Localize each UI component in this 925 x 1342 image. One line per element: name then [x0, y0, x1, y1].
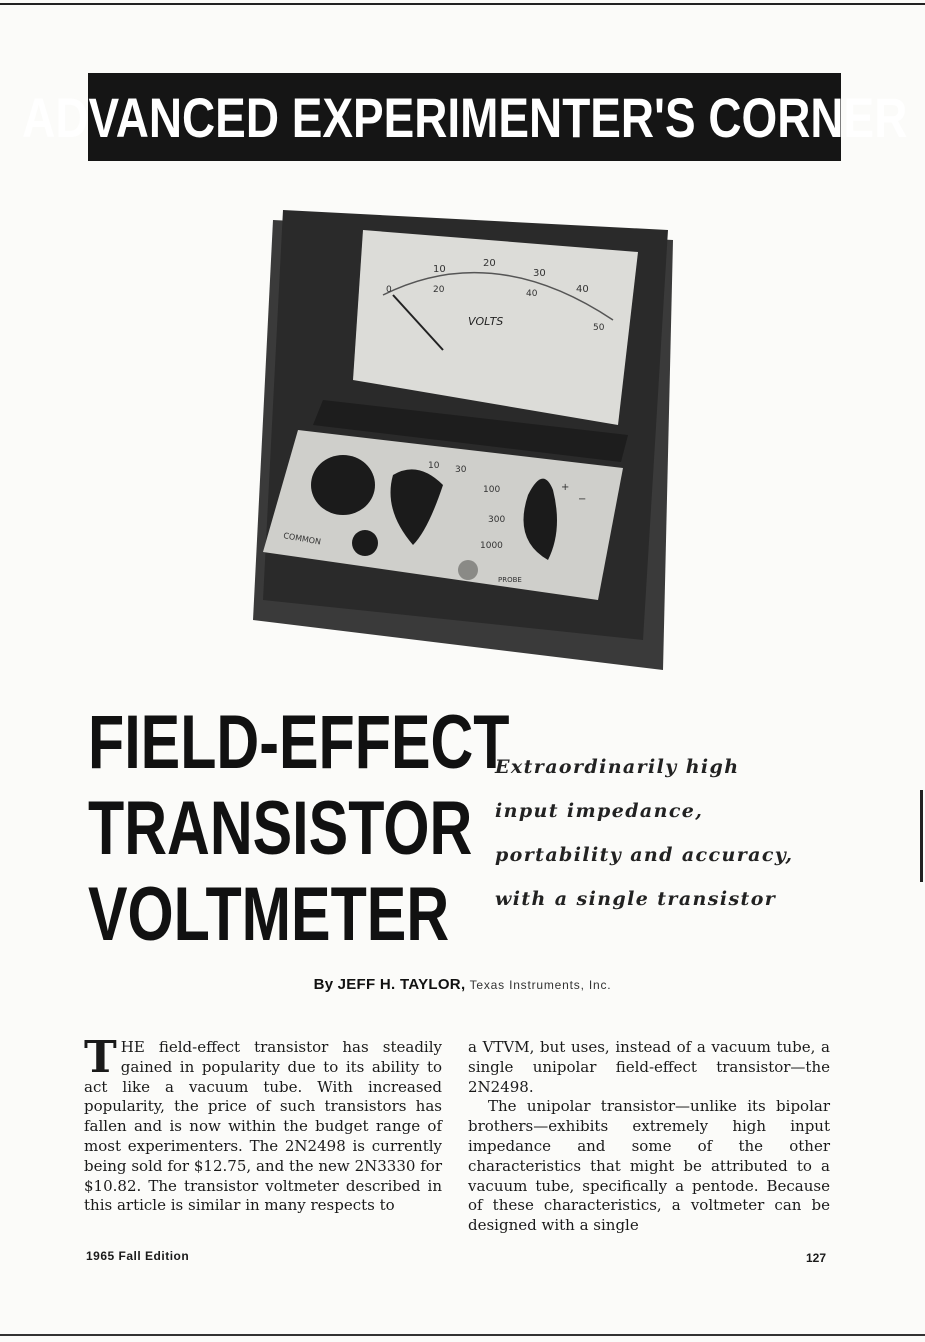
- subtitle-line-4: with a single transistor: [495, 888, 777, 910]
- banner-title: ADVANCED EXPERIMENTER'S CORNER: [21, 85, 908, 149]
- article-subtitle: [495, 745, 825, 921]
- scale-upper-2: 20: [483, 258, 496, 269]
- margin-mark: [920, 790, 923, 882]
- body-right-paragraph-2: The unipolar transistor—unlike its bipolar brothers—exhibits extremely high input impedance and some of the other characteristics that might be attributed to a vacuum tube, specifically a pentode. Because of these characteristics, a voltmeter can be designed with a single: [468, 1097, 830, 1235]
- subtitle-line-2: input impedance,: [495, 800, 704, 822]
- page-number: 127: [806, 1251, 827, 1265]
- left-knob: [311, 455, 375, 515]
- minus-label: −: [578, 494, 587, 505]
- drop-cap: T: [84, 1032, 117, 1083]
- scale-lower-4: 50: [593, 323, 605, 333]
- body-left-text: HE field-effect transistor has steadily gained in popularity due to its ability to act like a vacuum tube. With increased popularity, the price of such transistors has fallen and is now within the budget range of most experimenters. The 2N2498 is currently being sold for $12.75, and the new 2N3330 for $10.82. The transistor voltmeter described in this article is similar in many respects to: [84, 1038, 442, 1215]
- top-rule: [0, 3, 925, 5]
- probe-label: PROBE: [498, 576, 522, 584]
- title-line-3: VOLTMETER: [88, 872, 450, 957]
- byline-author: JEFF H. TAYLOR,: [337, 976, 466, 993]
- range-label-30: 30: [455, 465, 467, 475]
- scale-lower-1: 0: [386, 285, 392, 295]
- bottom-rule: [0, 1334, 925, 1336]
- scale-lower-3: 40: [526, 289, 538, 299]
- scale-upper-4: 40: [576, 284, 589, 295]
- scale-lower-2: 20: [433, 285, 445, 295]
- common-jack: [352, 530, 378, 556]
- plus-label: +: [561, 482, 570, 493]
- meter-unit-label: VOLTS: [468, 315, 504, 328]
- section-banner: [21, 73, 908, 161]
- range-label-100: 100: [483, 485, 501, 495]
- subtitle-line-1: Extraordinarily high: [495, 756, 740, 778]
- range-label-10: 10: [428, 461, 440, 471]
- range-label-1000: 1000: [480, 541, 503, 551]
- title-line-1: FIELD-EFFECT: [88, 700, 510, 785]
- body-column-right: [468, 1038, 830, 1236]
- probe-jack: [458, 560, 478, 580]
- title-line-2: TRANSISTOR: [88, 786, 473, 871]
- voltmeter-photo: [243, 200, 683, 680]
- scale-upper-1: 10: [433, 264, 446, 275]
- byline: [0, 976, 925, 993]
- footer-edition: 1965 Fall Edition: [86, 1249, 190, 1263]
- range-label-300: 300: [488, 515, 506, 525]
- byline-affiliation: Texas Instruments, Inc.: [469, 978, 612, 992]
- article-title: [88, 700, 510, 958]
- common-label: COMMON: [282, 531, 322, 547]
- body-right-paragraph-1: a VTVM, but uses, instead of a vacuum tube, a single unipolar field-effect transistor—the 2N2498.: [468, 1038, 830, 1096]
- body-column-left: [84, 1032, 442, 1216]
- byline-prefix: By: [313, 976, 334, 993]
- subtitle-line-3: portability and accuracy,: [495, 844, 794, 866]
- scale-upper-3: 30: [533, 268, 546, 279]
